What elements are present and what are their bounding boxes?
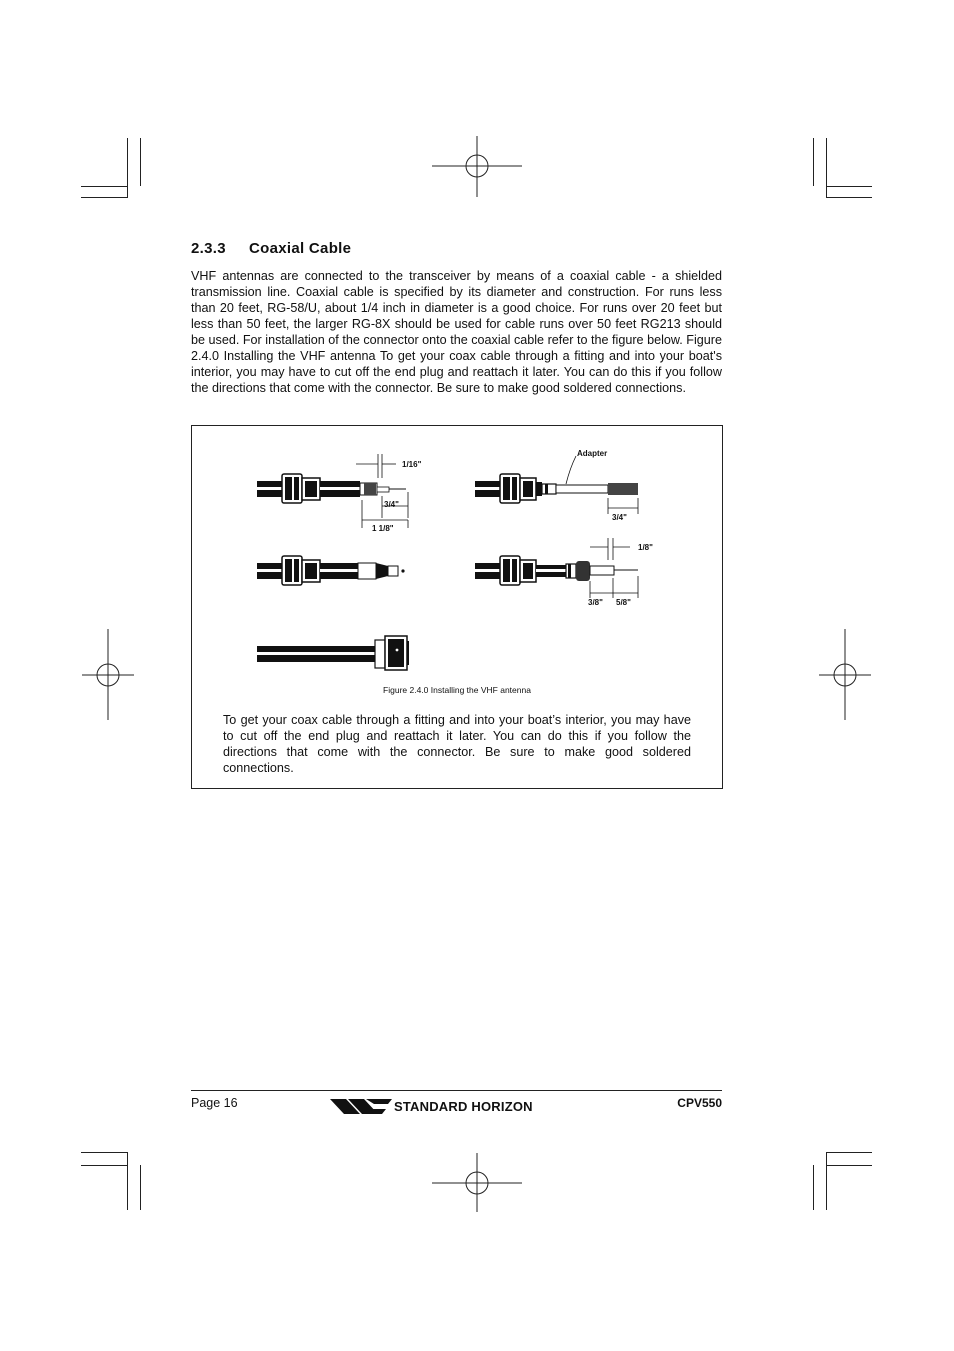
dim-1-16: 1/16" xyxy=(402,460,422,469)
figure-note: To get your coax cable through a fitting and into your boat’s interior, you may have to cut off the end plug and reattach it later. You can do this if you follow the directions that come with the connector. Be sure to make good soldered connections. xyxy=(223,713,691,775)
model-number: CPV550 xyxy=(677,1096,722,1110)
footer-rule xyxy=(191,1090,722,1091)
section-number: 2.3.3 xyxy=(191,240,226,257)
dim-1-8: 1/8" xyxy=(638,543,653,552)
section-heading xyxy=(191,240,351,257)
standard-horizon-logo-icon xyxy=(330,1096,392,1118)
step-5-cable xyxy=(475,556,638,585)
step-1-cable xyxy=(257,474,406,503)
dim-3-4-b: 3/4" xyxy=(612,513,627,522)
dim-5-8: 5/8" xyxy=(616,598,631,607)
brand-name: STANDARD HORIZON xyxy=(394,1099,533,1114)
step-2-cable xyxy=(257,556,405,585)
section-title: Coaxial Cable xyxy=(249,240,352,257)
dim-3-8: 3/8" xyxy=(588,598,603,607)
body-paragraph: VHF antennas are connected to the transceiver by means of a coaxial cable - a shielded transmission line. Coaxial cable is specified by its diameter and construction. For runs less than 20 feet, RG-58/U, about 1/4 inch in diameter is a good choice. For runs over 20 feet but less than 50 feet, the larger RG-8X should be used for cable runs over 50 feet RG213 should be used. For installation of the connector onto the coaxial cable refer to the figure below. Figure 2.4.0 Installing the VHF antenna To get your coax cable through a fitting and into your boat's interior, you may have to cut off the end plug and reattach it later. You can do this if you follow the directions that come with the connector. Be sure to make good soldered connections. xyxy=(191,269,722,395)
adapter-label: Adapter xyxy=(577,449,608,458)
figure-box xyxy=(191,425,723,789)
page-number: Page 16 xyxy=(191,1096,238,1110)
connector-diagram xyxy=(192,426,722,681)
dim-1-1-8: 1 1/8" xyxy=(372,524,394,533)
figure-caption: Figure 2.4.0 Installing the VHF antenna xyxy=(383,685,531,695)
brand-logo xyxy=(330,1096,533,1118)
step-3-cable xyxy=(257,636,409,670)
dim-3-4-a: 3/4" xyxy=(384,500,399,509)
step-4-cable xyxy=(475,474,638,503)
